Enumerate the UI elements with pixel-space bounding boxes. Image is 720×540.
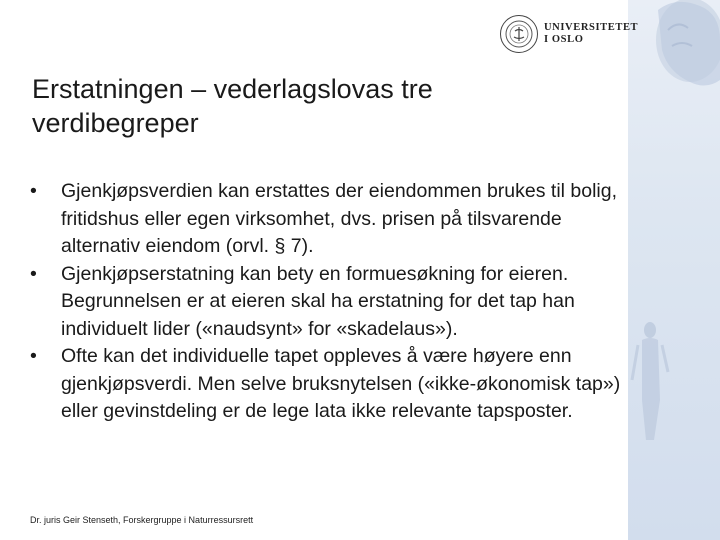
university-seal-icon: [500, 15, 538, 53]
bullet-text: Gjenkjøpserstatning kan bety en formuesøkning for eieren. Begrunnelsen er at eieren skal ha erstatning for det tap han individuelt lider («naudsynt» for «skadelaus»).: [61, 262, 575, 340]
logo-line-1: UNIVERSITETET: [544, 22, 639, 33]
bullet-item: [30, 261, 630, 344]
university-logo: [500, 12, 640, 56]
slide-title: Erstatningen – vederlagslovas tre verdibegreper: [32, 74, 433, 138]
slide-footer: Dr. juris Geir Stenseth, Forskergruppe i Naturressursrett: [30, 515, 254, 525]
statue-figure-icon: [628, 0, 720, 540]
bullet-marker: •: [30, 262, 37, 285]
bullet-marker: •: [30, 180, 37, 202]
bullet-list: [30, 178, 630, 426]
decorative-side-strip: [628, 0, 720, 540]
logo-line-2: I OSLO: [544, 34, 584, 45]
bullet-text: Ofte kan det individuelle tapet oppleves å være høyere enn gjenkjøpsverdi. Men selve bruksnytelsen («ikke-økonomisk tap») eller gevinstdeling er de lege lata ikke relevante tapsposter.: [61, 345, 621, 422]
bullet-item: [30, 178, 630, 261]
bullet-text: Gjenkjøpsverdien kan erstattes der eiendommen brukes til bolig, fritidshus eller egen virksomhet, dvs. prisen på tilsvarende alternativ eiendom (orvl. § 7).: [61, 180, 618, 257]
logo-wordmark: [544, 22, 638, 46]
bullet-item: [30, 343, 630, 426]
bullet-marker: •: [30, 345, 37, 367]
